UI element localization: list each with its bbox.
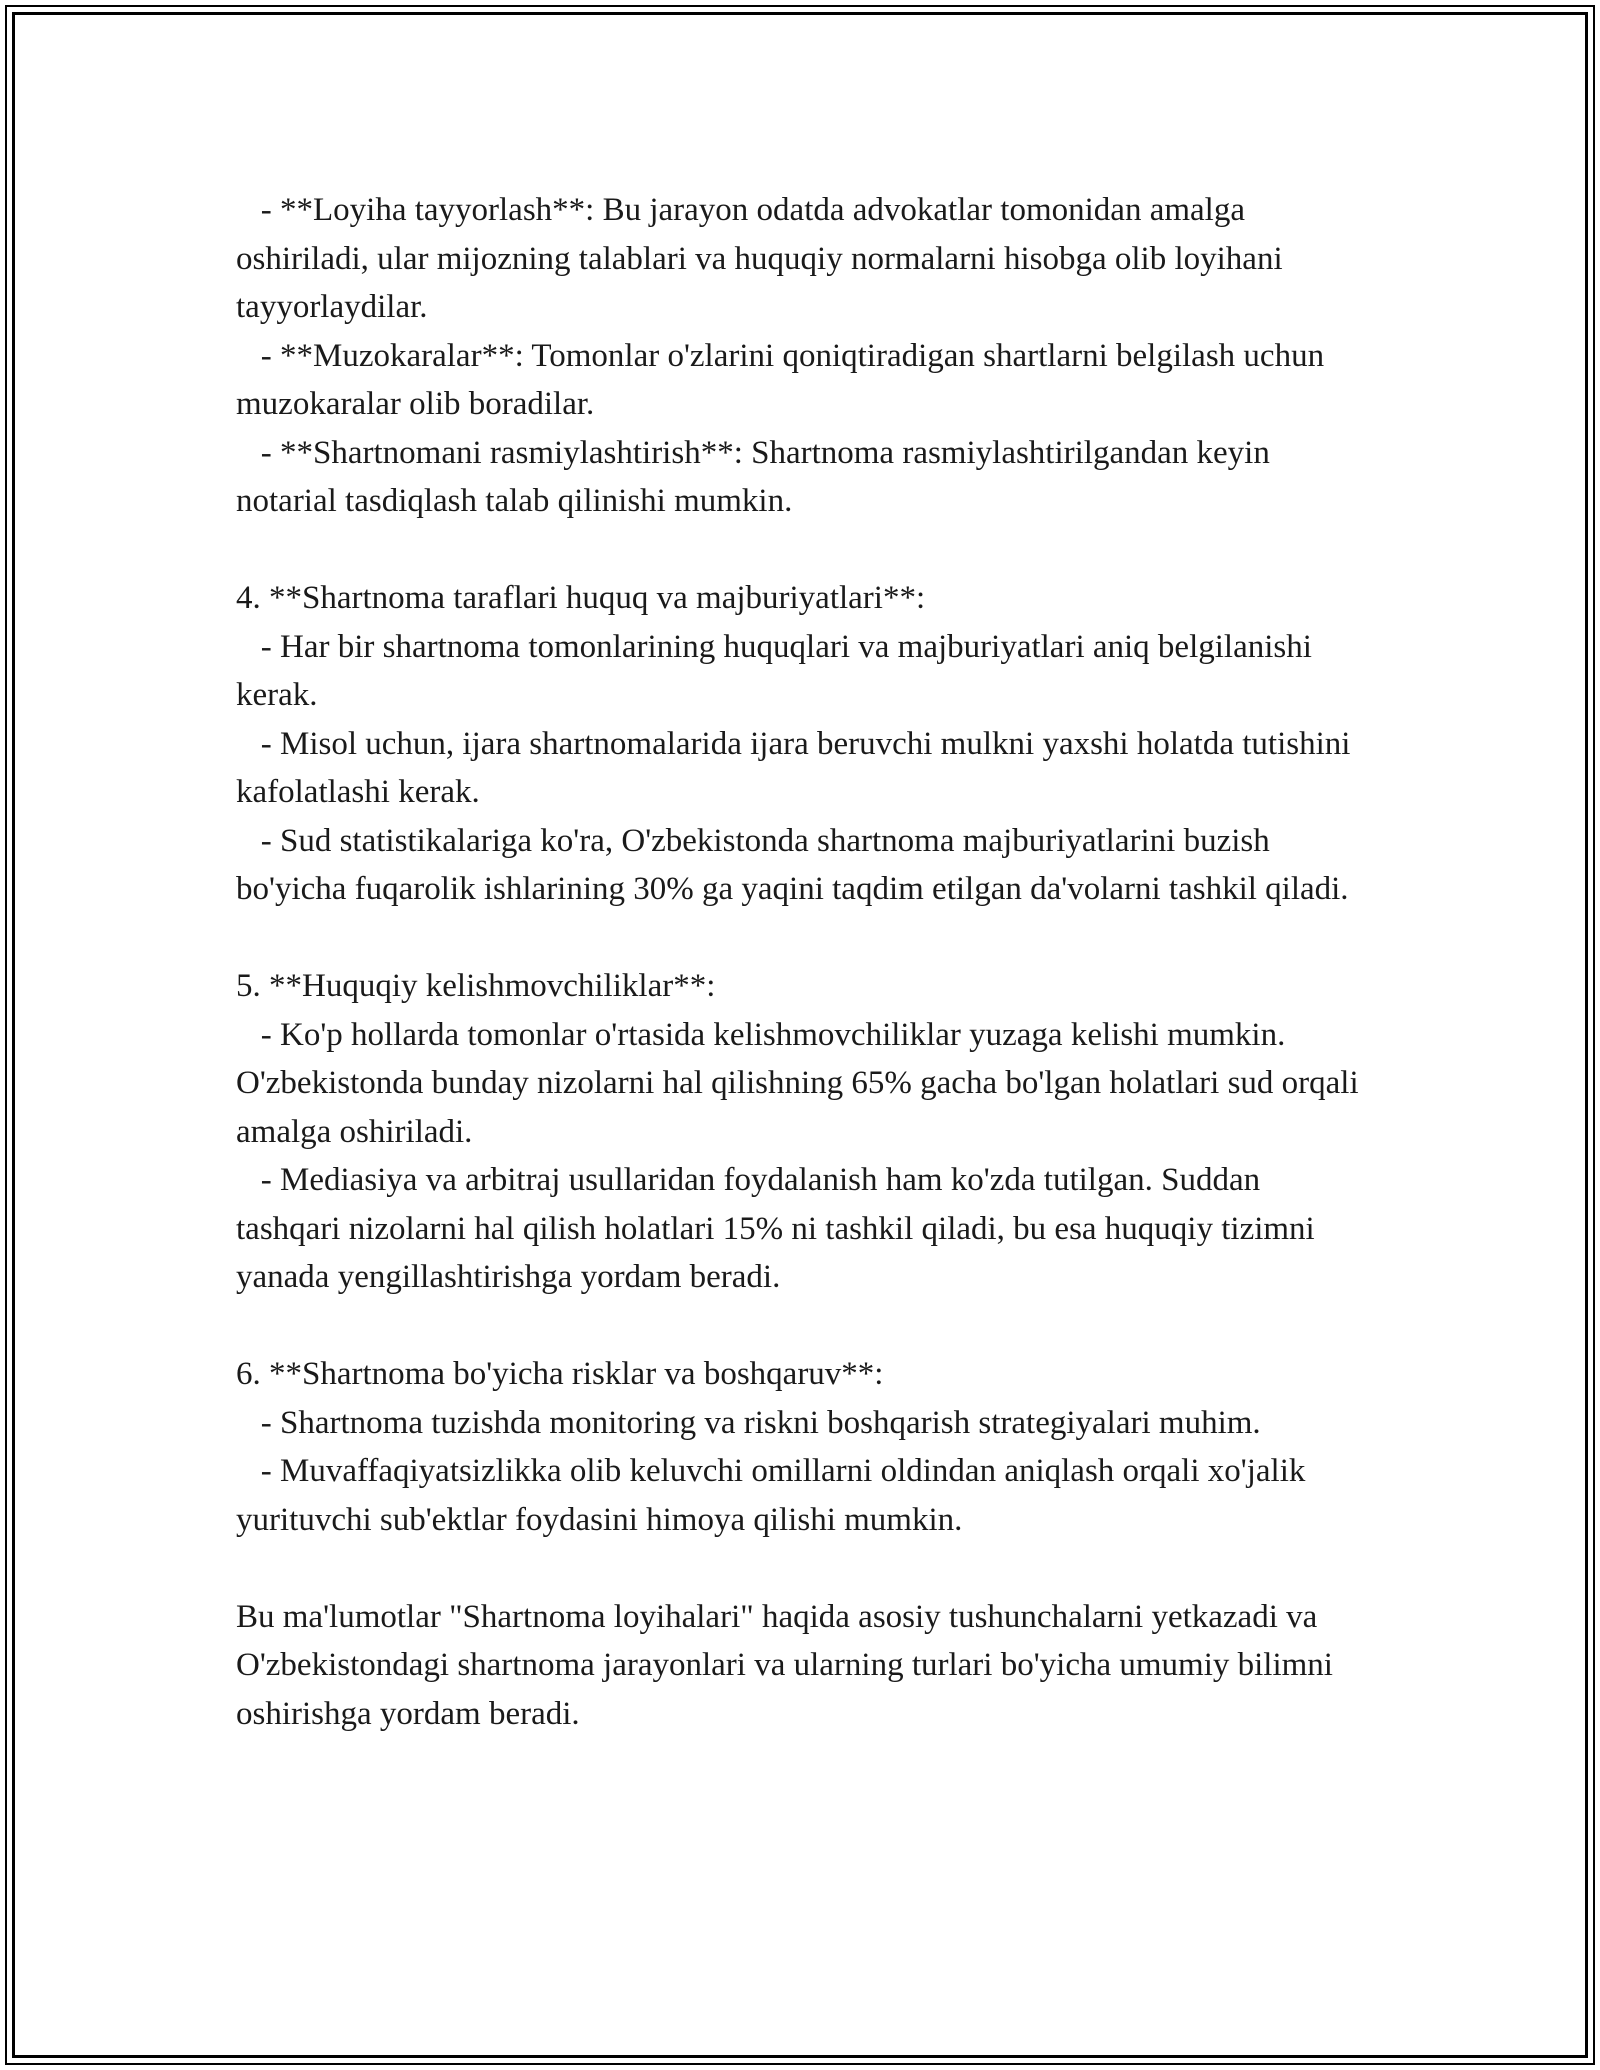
paragraph-gap xyxy=(236,1302,1366,1351)
section-6-item-2: - Muvaffaqiyatsizlikka olib keluvchi omillarni oldindan aniqlash orqali xo'jalik yurituvchi sub'ektlar foydasini himoya qilishi mumkin. xyxy=(236,1453,1314,1538)
item-loyiha-tayyorlash: - **Loyiha tayyorlash**: Bu jarayon odatda advokatlar tomonidan amalga oshiriladi, ular mijozning talablari va huquqiy normalarni hisobga olib loyihani tayyorlaydilar. xyxy=(236,192,1291,325)
item-muzokaralar: - **Muzokaralar**: Tomonlar o'zlarini qoniqtiradigan shartlarni belgilash uchun muzokaralar olib boradilar. xyxy=(236,337,1333,422)
section-4-heading: 4. **Shartnoma taraflari huquq va majburiyatlari**: xyxy=(236,580,926,616)
document-body xyxy=(236,186,1366,1738)
conclusion-paragraph: Bu ma'lumotlar "Shartnoma loyihalari" haqida asosiy tushunchalarni yetkazadi va O'zbekistondagi shartnoma jarayonlari va ularning turlari bo'yicha umumiy bilimni oshirishga yordam beradi. xyxy=(236,1598,1342,1732)
section-4-item-2: - Misol uchun, ijara shartnomalarida ijara beruvchi mulkni yaxshi holatda tutishini kafolatlashi kerak. xyxy=(236,725,1359,810)
item-shartnomani-rasmiylashtirish: - **Shartnomani rasmiylashtirish**: Shartnoma rasmiylashtirilgandan keyin notarial tasdiqlash talab qilinishi mumkin. xyxy=(236,434,1279,519)
section-4-item-1: - Har bir shartnoma tomonlarining huquqlari va majburiyatlari aniq belgilanishi kerak. xyxy=(236,628,1321,713)
section-5-item-2: - Mediasiya va arbitraj usullaridan foydalanish ham ko'zda tutilgan. Suddan tashqari nizolarni hal qilish holatlari 15% ni tashkil qiladi, bu esa huquqiy tizimni yanada yengillashtirishga yordam beradi. xyxy=(236,1162,1323,1295)
section-4-item-3: - Sud statistikalariga ko'ra, O'zbekistonda shartnoma majburiyatlarini buzish bo'yicha fuqarolik ishlarining 30% ga yaqini taqdim etilgan da'volarni tashkil qiladi. xyxy=(236,822,1349,907)
section-6-item-1: - Shartnoma tuzishda monitoring va riskni boshqarish strategiyalari muhim. xyxy=(236,1404,1261,1441)
section-6-heading: 6. **Shartnoma bo'yicha risklar va boshqaruv**: xyxy=(236,1356,884,1392)
section-5-item-1: - Ko'p hollarda tomonlar o'rtasida kelishmovchiliklar yuzaga kelishi mumkin. O'zbekistonda bunday nizolarni hal qilishning 65% gacha bo'lgan holatlari sud orqali amalga oshiriladi. xyxy=(236,1016,1367,1150)
paragraph-gap xyxy=(236,1544,1366,1593)
paragraph-gap xyxy=(236,914,1366,963)
section-5-heading: 5. **Huquqiy kelishmovchiliklar**: xyxy=(236,968,716,1004)
paragraph-gap xyxy=(236,526,1366,575)
